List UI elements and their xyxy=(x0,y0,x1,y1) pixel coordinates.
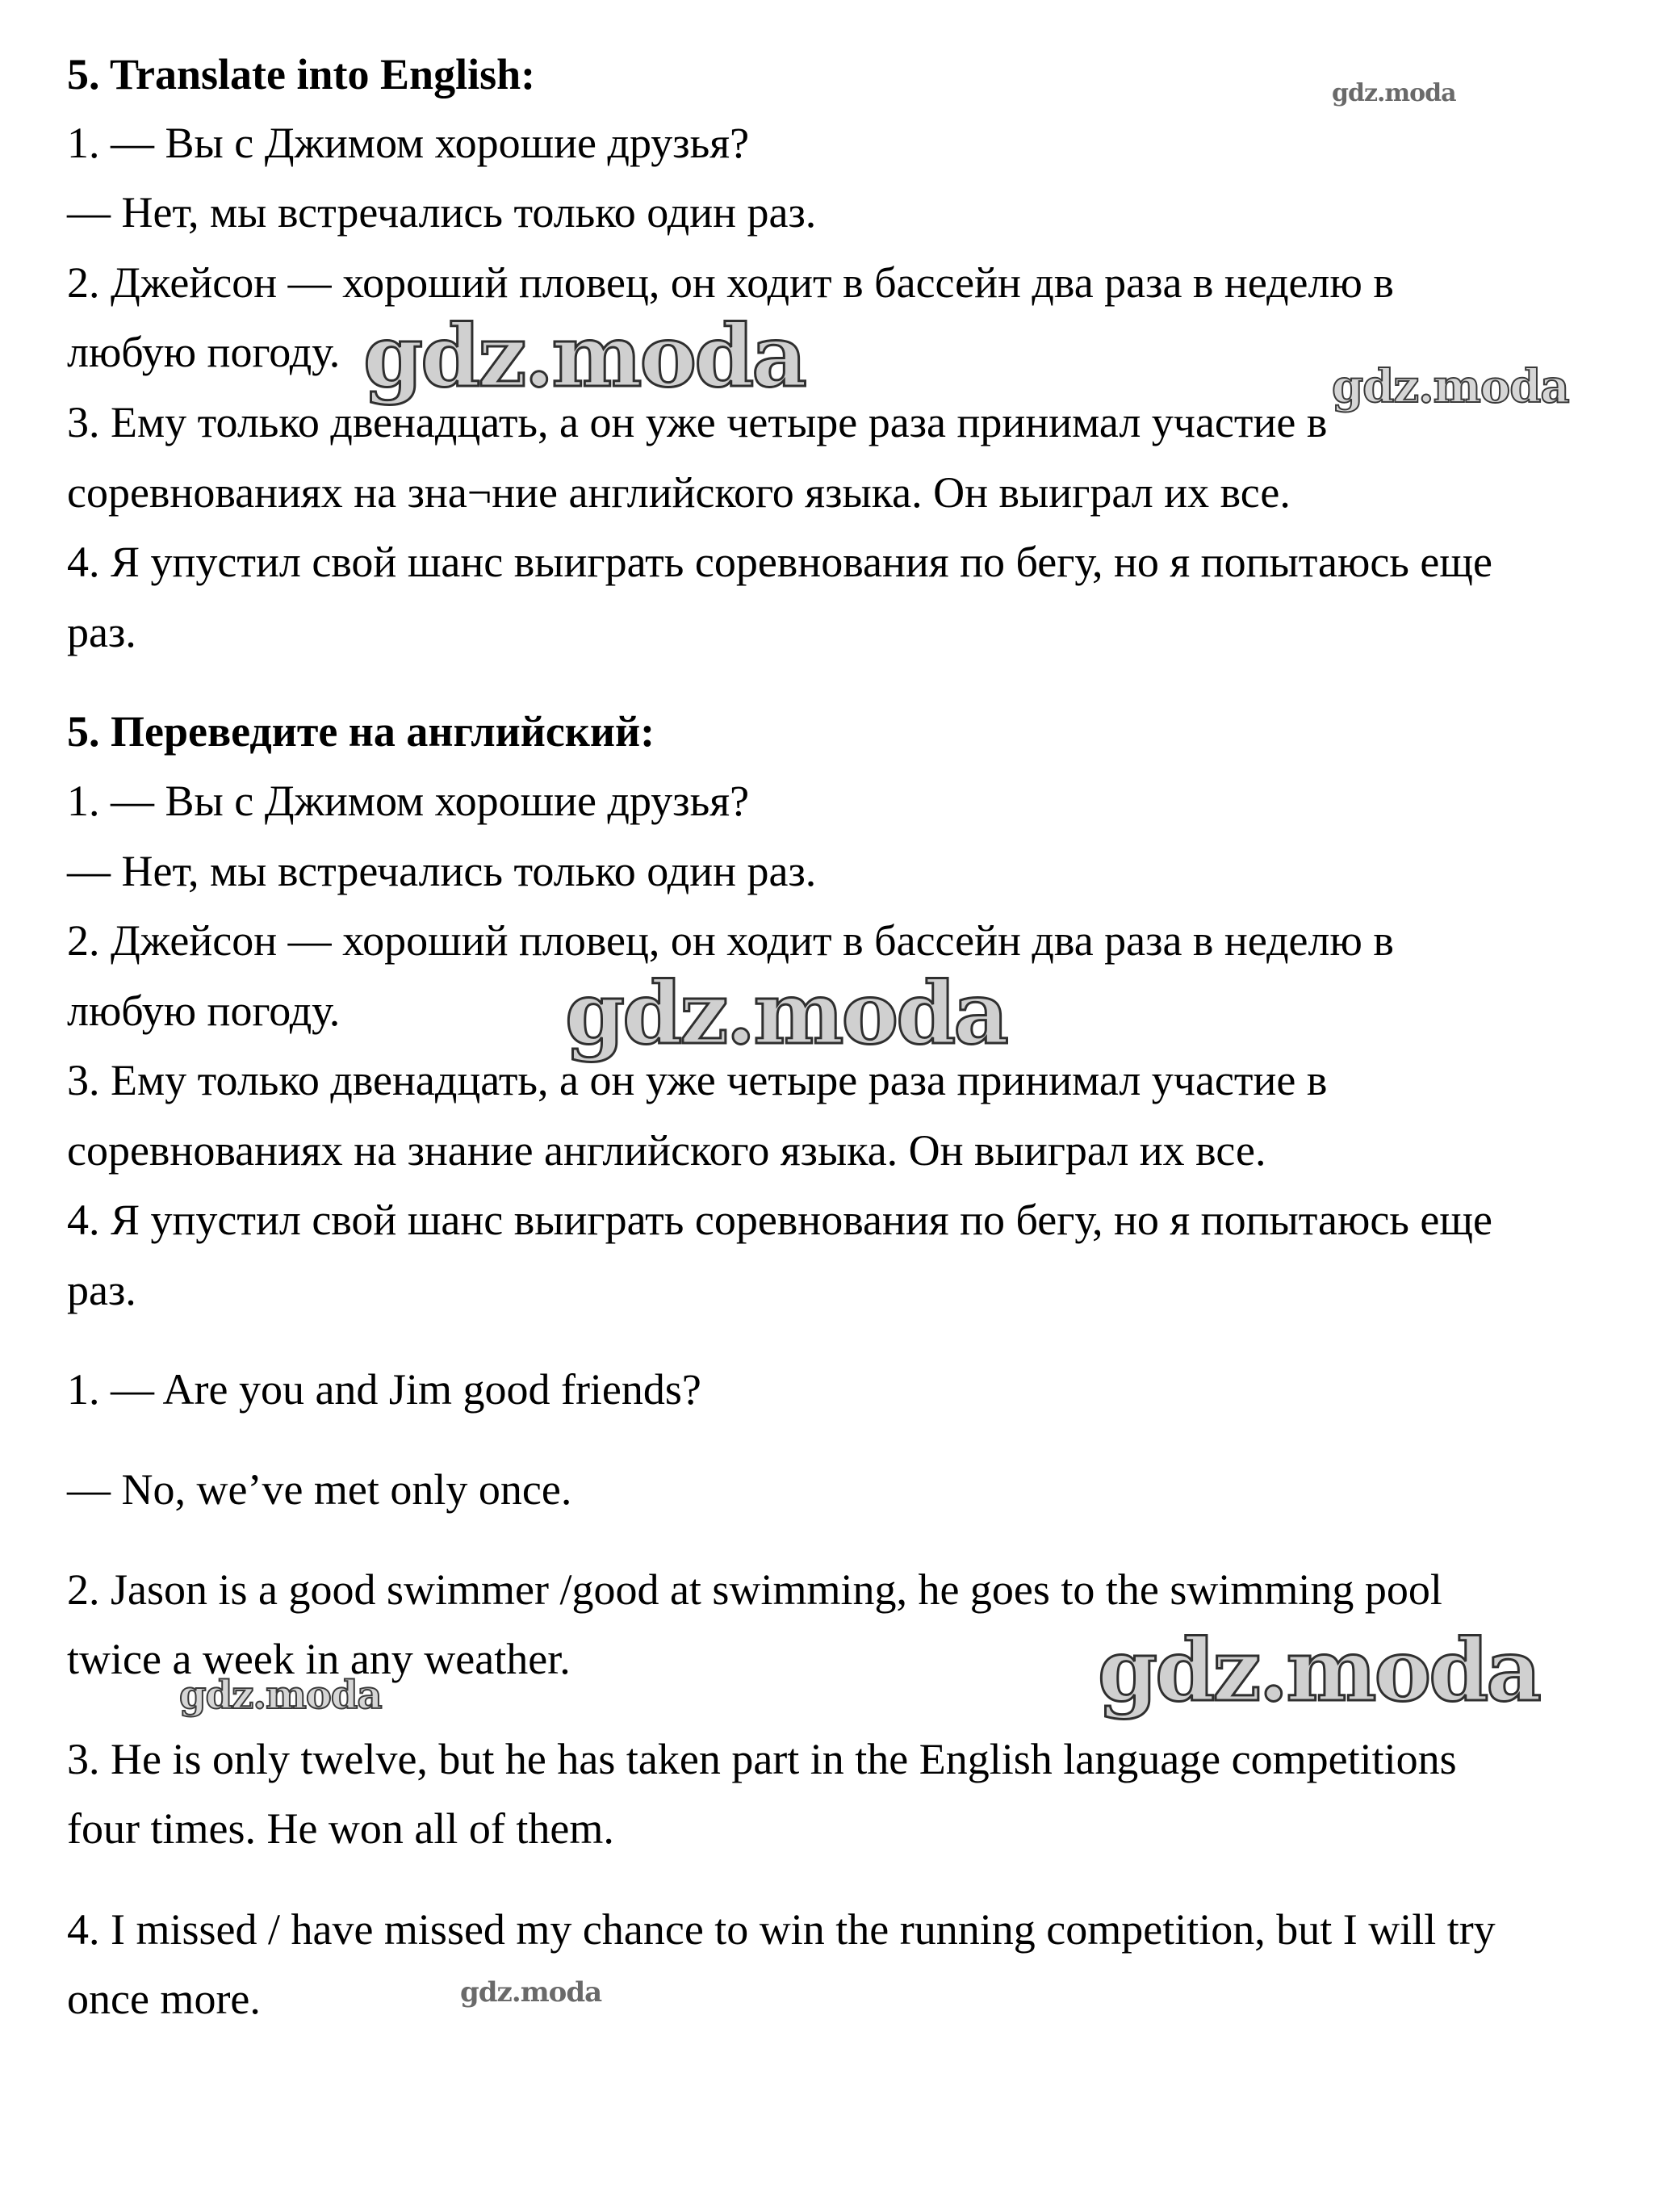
answer-line: 3. He is only twelve, but he has taken part in the English language competitions xyxy=(67,1735,1457,1783)
section1-line: 1. — Вы с Джимом хорошие друзья? xyxy=(67,119,750,167)
answer-line: 1. — Are you and Jim good friends? xyxy=(67,1365,701,1414)
section1-line: 2. Джейсон — хороший пловец, он ходит в бассейн два раза в неделю в xyxy=(67,258,1394,307)
watermark: gdz.moda xyxy=(460,1976,602,2009)
section1-title: 5. Translate into English: xyxy=(67,50,536,98)
watermark: gdz.moda xyxy=(1332,79,1456,107)
answer-line: — No, we’ve met only once. xyxy=(67,1465,572,1514)
section1-line: 3. Ему только двенадцать, а он уже четыре раза принимал участие в xyxy=(67,398,1328,446)
section2-line: соревнованиях на знание английского языка. Он выиграл их все. xyxy=(67,1126,1266,1175)
watermark: gdz.moda xyxy=(1332,360,1569,413)
section2-line: раз. xyxy=(67,1266,136,1314)
answer-line: twice a week in any weather. xyxy=(67,1635,571,1683)
section2-line: 1. — Вы с Джимом хорошие друзья? xyxy=(67,777,750,825)
section2-line: любую погоду. xyxy=(67,987,341,1035)
section1-line: 4. Я упустил свой шанс выиграть соревнования по бегу, но я попытаюсь еще xyxy=(67,538,1492,586)
section2-line: 4. Я упустил свой шанс выиграть соревнования по бегу, но я попытаюсь еще xyxy=(67,1196,1492,1244)
section2-title: 5. Переведите на английский: xyxy=(67,707,655,756)
watermark: gdz.moda xyxy=(565,962,1007,1063)
section1-line: любую погоду. xyxy=(67,328,341,376)
answer-line: 2. Jason is a good swimmer /good at swimming, he goes to the swimming pool xyxy=(67,1565,1442,1614)
answer-line: four times. He won all of them. xyxy=(67,1804,614,1853)
section2-line: 2. Джейсон — хороший пловец, он ходит в бассейн два раза в неделю в xyxy=(67,916,1394,965)
watermark: gdz.moda xyxy=(179,1673,382,1718)
section1-line: раз. xyxy=(67,608,136,656)
watermark: gdz.moda xyxy=(1098,1619,1539,1720)
watermark: gdz.moda xyxy=(363,305,805,406)
answer-line: once more. xyxy=(67,1975,261,2023)
section2-line: 3. Ему только двенадцать, а он уже четыре раза принимал участие в xyxy=(67,1056,1328,1104)
section2-line: — Нет, мы встречались только один раз. xyxy=(67,847,817,895)
section1-line: — Нет, мы встречались только один раз. xyxy=(67,188,817,237)
section1-line: соревнованиях на зна¬ние английского языка. Он выиграл их все. xyxy=(67,468,1291,517)
answer-line: 4. I missed / have missed my chance to win the running competition, but I will try xyxy=(67,1905,1496,1954)
